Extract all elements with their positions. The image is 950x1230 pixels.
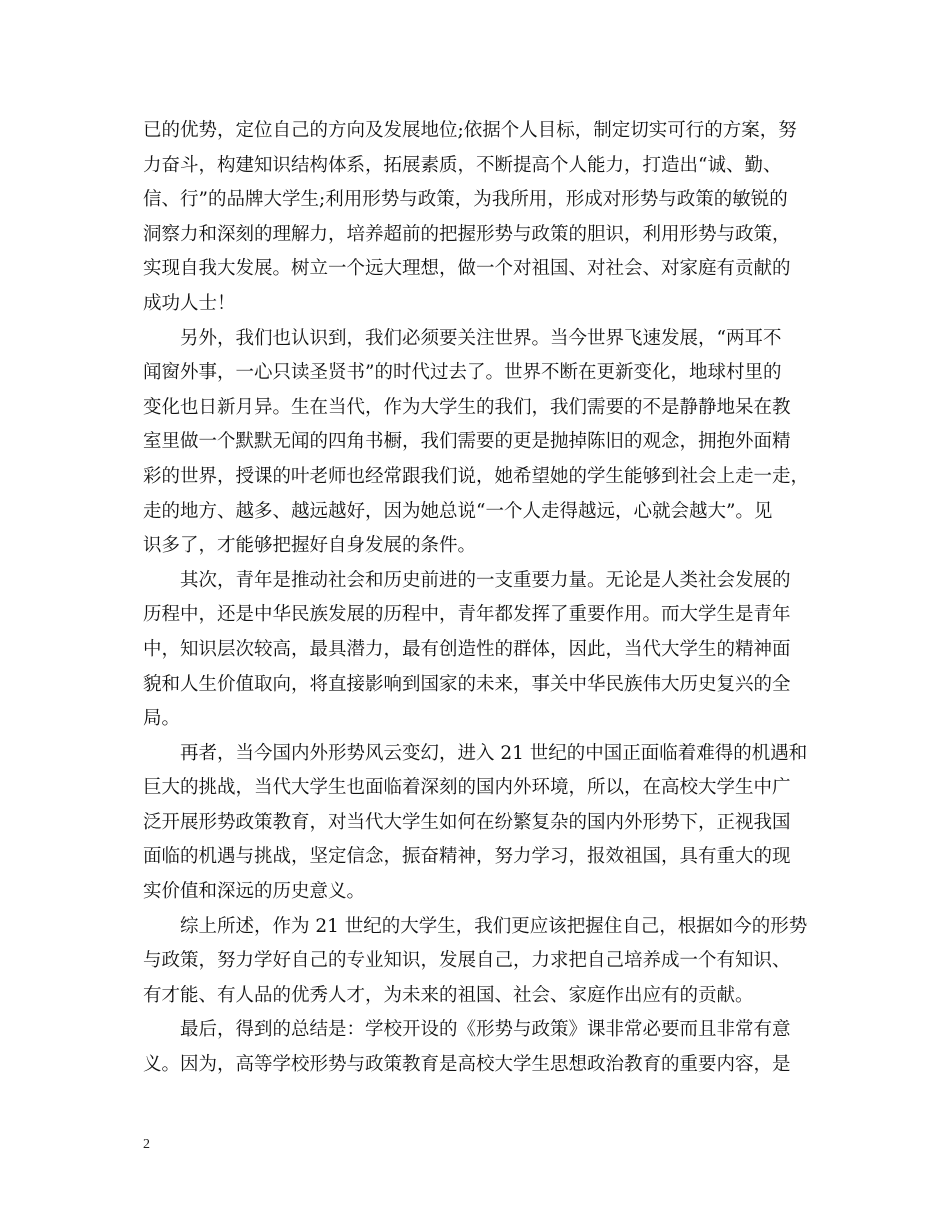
text-line: 其次，青年是推动社会和历史前进的一支重要力量。无论是人类社会发展的	[143, 569, 791, 591]
text-line: 历程中，还是中华民族发展的历程中，青年都发挥了重要作用。而大学生是青年	[143, 604, 791, 626]
text-line: 巨大的挑战，当代大学生也面临着深刻的国内外环境，所以，在高校大学生中广	[143, 777, 791, 799]
text-line: 再者，当今国内外形势风云变幻，进入 21 世纪的中国正面临着难得的机遇和	[143, 742, 808, 764]
text-line: 实价值和深远的历史意义。	[143, 881, 366, 903]
text-line: 变化也日新月异。生在当代，作为大学生的我们，我们需要的不是静静地呆在教	[143, 396, 791, 418]
text-line: 义。因为，高等学校形势与政策教育是高校大学生思想政治教育的重要内容，是	[143, 1054, 791, 1076]
text-line: 室里做一个默默无闻的四角书橱，我们需要的更是抛掉陈旧的观念，拥抱外面精	[143, 431, 791, 453]
text-line: 综上所述，作为 21 世纪的大学生，我们更应该把握住自己，根据如今的形势	[143, 915, 808, 937]
text-line: 实现自我大发展。树立一个远大理想，做一个对祖国、对社会、对家庭有贡献的	[143, 258, 791, 280]
text-line: 中，知识层次较高，最具潜力，最有创造性的群体，因此，当代大学生的精神面	[143, 638, 791, 660]
text-line: 泛开展形势政策教育，对当代大学生如何在纷繁复杂的国内外形势下，正视我国	[143, 811, 791, 833]
text-line: 信、行”的品牌大学生;利用形势与政策，为我所用，形成对形势与政策的敏锐的	[143, 189, 788, 211]
text-line: 洞察力和深刻的理解力，培养超前的把握形势与政策的胆识，利用形势与政策，	[143, 223, 791, 245]
text-line: 有才能、有人品的优秀人才，为未来的祖国、社会、家庭作出应有的贡献。	[143, 984, 754, 1006]
text-line: 局。	[143, 708, 181, 730]
text-line: 已的优势，定位自己的方向及发展地位;依据个人目标，制定切实可行的方案，努	[143, 120, 797, 141]
text-line: 走的地方、越多、越远越好，因为她总说“一个人走得越远，心就会越大”。见	[143, 500, 773, 522]
text-line: 闻窗外事，一心只读圣贤书”的时代过去了。世界不断在更新变化，地球村里的	[143, 362, 782, 384]
text-line: 成功人士！	[143, 292, 236, 314]
text-line: 另外，我们也认识到，我们必须要关注世界。当今世界飞速发展，“两耳不	[143, 327, 782, 349]
text-line: 识多了，才能够把握好自身发展的条件。	[143, 535, 477, 557]
text-line: 面临的机遇与挑战，坚定信念，振奋精神，努力学习，报效祖国，具有重大的现	[143, 846, 791, 868]
text-line: 最后，得到的总结是：学校开设的《形势与政策》课非常必要而且非常有意	[143, 1019, 791, 1041]
text-line: 与政策，努力学好自己的专业知识，发展自己，力求把自己培养成一个有知识、	[143, 950, 791, 972]
text-line: 彩的世界，授课的叶老师也经常跟我们说，她希望她的学生能够到社会上走一走，	[143, 465, 810, 487]
body-text	[143, 114, 823, 1083]
page-number: 2	[143, 1137, 150, 1152]
text-line: 貌和人生价值取向，将直接影响到国家的未来，事关中华民族伟大历史复兴的全	[143, 673, 791, 695]
text-line: 力奋斗，构建知识结构体系，拓展素质，不断提高个人能力，打造出“诚、勤、	[143, 154, 782, 176]
